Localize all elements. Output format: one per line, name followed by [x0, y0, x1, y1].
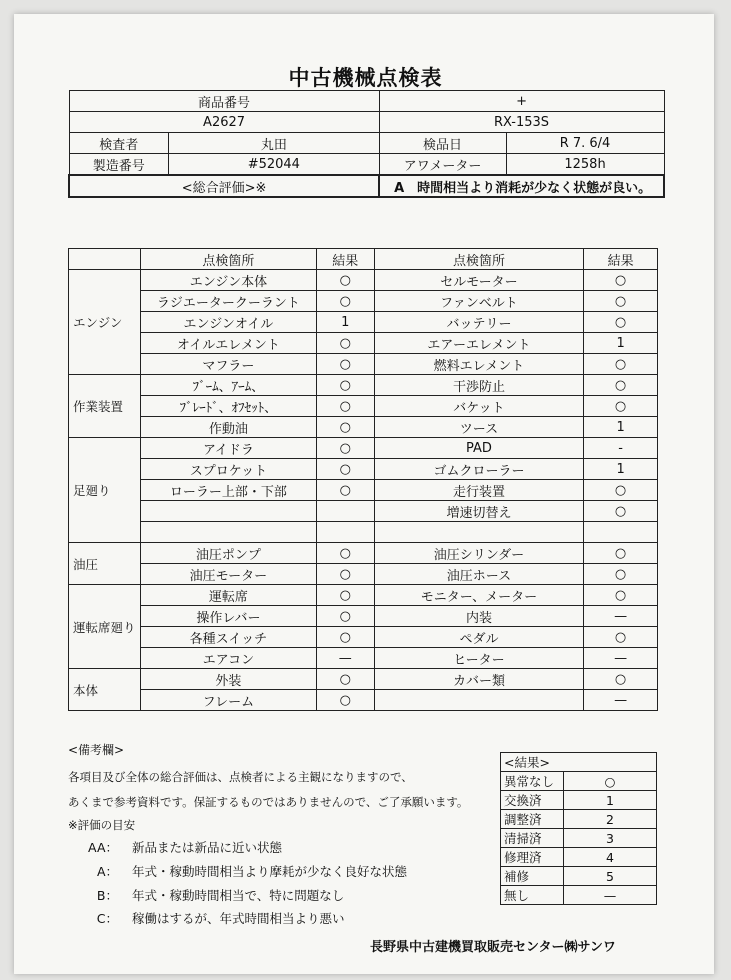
grade-desc: 年式・稼動時間相当より摩耗が少なく良好な状態: [132, 864, 408, 879]
inspector-value: 丸田: [169, 133, 379, 154]
inspection-date-label: 検品日: [379, 133, 506, 154]
result-left: ○: [316, 585, 374, 606]
legend-row: [501, 886, 657, 905]
result-left: ○: [316, 438, 374, 459]
item-left: [140, 522, 316, 543]
table-row: [69, 627, 658, 648]
item-right: ゴムクローラー: [374, 459, 584, 480]
table-row: [69, 648, 658, 669]
result-right: ○: [584, 480, 658, 501]
item-left: エンジンオイル: [140, 312, 316, 333]
result-right: ○: [584, 270, 658, 291]
col-result-left: 結果: [316, 249, 374, 270]
grade-desc: 稼働はするが、年式時間相当より悪い: [132, 911, 345, 926]
notes-line-2: あくまで参考資料です。保証するものではありませんので、ご了承願います。: [68, 795, 469, 809]
section-label: 油圧: [69, 543, 141, 585]
table-row: [69, 669, 658, 690]
item-right: [374, 690, 584, 711]
item-left: フレーム: [140, 690, 316, 711]
item-right: 油圧シリンダー: [374, 543, 584, 564]
item-left: スプロケット: [140, 459, 316, 480]
item-right: セルモーター: [374, 270, 584, 291]
serial-label: 製造番号: [69, 154, 169, 176]
item-right: 内装: [374, 606, 584, 627]
result-right: 1: [584, 459, 658, 480]
result-left: ○: [316, 354, 374, 375]
result-right: ○: [584, 669, 658, 690]
table-row: [69, 438, 658, 459]
table-header-row: [69, 249, 658, 270]
result-left: 1: [316, 312, 374, 333]
legend-row: [501, 810, 657, 829]
item-left: [140, 501, 316, 522]
result-right: ○: [584, 396, 658, 417]
notes-line-1: 各項目及び全体の総合評価は、点検者による主観になりますので、: [68, 770, 413, 784]
result-left: [316, 501, 374, 522]
result-left: ○: [316, 690, 374, 711]
item-right: 増速切替え: [374, 501, 584, 522]
item-right: [374, 522, 584, 543]
table-row: [69, 585, 658, 606]
page-title: 中古機械点検表: [288, 66, 443, 90]
table-row: [69, 459, 658, 480]
legend-value: 1: [564, 791, 657, 810]
item-right: 走行装置: [374, 480, 584, 501]
result-left: ○: [316, 606, 374, 627]
hour-meter-value: 1258h: [506, 154, 664, 176]
grade-key: A：: [96, 864, 118, 879]
item-right: バッテリー: [374, 312, 584, 333]
result-right: 1: [584, 333, 658, 354]
table-row: [69, 270, 658, 291]
item-left: オイルエレメント: [140, 333, 316, 354]
item-right: 油圧ホース: [374, 564, 584, 585]
legend-row: [501, 791, 657, 810]
item-right: モニター、メーター: [374, 585, 584, 606]
item-right: PAD: [374, 438, 584, 459]
section-label: エンジン: [69, 270, 141, 375]
item-right: ファンベルト: [374, 291, 584, 312]
result-left: ○: [316, 627, 374, 648]
item-right: カバー類: [374, 669, 584, 690]
item-left: マフラー: [140, 354, 316, 375]
result-right: —: [584, 606, 658, 627]
result-right: ○: [584, 375, 658, 396]
table-row: [69, 606, 658, 627]
overall-value: A 時間相当より消耗が少なく状態が良い。: [379, 175, 664, 197]
result-left: [316, 522, 374, 543]
result-right: 1: [584, 417, 658, 438]
table-row: [69, 501, 658, 522]
serial-value: #52044: [169, 154, 379, 176]
result-right: ○: [584, 354, 658, 375]
legend-value: 3: [564, 829, 657, 848]
inspection-date-value: R 7. 6/4: [506, 133, 664, 154]
result-left: ○: [316, 564, 374, 585]
result-right: ○: [584, 585, 658, 606]
legend-key: 修理済: [501, 848, 564, 867]
item-left: ﾌﾞｰﾑ、ｱｰﾑ、: [140, 375, 316, 396]
hour-meter-label: アワメーター: [379, 154, 506, 176]
col-item-right: 点検箇所: [374, 249, 584, 270]
item-left: ラジエータークーラント: [140, 291, 316, 312]
header-table: [68, 90, 665, 198]
result-right: —: [584, 648, 658, 669]
product-no-value: A2627: [69, 112, 379, 133]
item-left: 油圧モーター: [140, 564, 316, 585]
item-left: アイドラ: [140, 438, 316, 459]
item-right: ヒーター: [374, 648, 584, 669]
legend-value: 5: [564, 867, 657, 886]
table-row: [69, 333, 658, 354]
result-right: ○: [584, 564, 658, 585]
legend-value: —: [564, 886, 657, 905]
table-row: [69, 543, 658, 564]
grade-key: AA：: [88, 840, 118, 855]
grade-desc: 年式・稼動時間相当で、特に問題なし: [132, 888, 345, 903]
legend-key: 補修: [501, 867, 564, 886]
result-right: ○: [584, 543, 658, 564]
legend-row: [501, 772, 657, 791]
item-left: 油圧ポンプ: [140, 543, 316, 564]
result-left: ○: [316, 270, 374, 291]
result-left: ○: [316, 480, 374, 501]
result-right: ○: [584, 312, 658, 333]
legend-title: <結果>: [501, 753, 657, 772]
result-left: ○: [316, 669, 374, 690]
item-right: 燃料エレメント: [374, 354, 584, 375]
item-right: 干渉防止: [374, 375, 584, 396]
table-row: [69, 375, 658, 396]
right-top-cell: +: [379, 91, 664, 112]
section-label: 足廻り: [69, 438, 141, 543]
item-right: エアーエレメント: [374, 333, 584, 354]
table-row: [69, 417, 658, 438]
result-left: ○: [316, 375, 374, 396]
item-left: 外装: [140, 669, 316, 690]
legend-key: 交換済: [501, 791, 564, 810]
item-left: エアコン: [140, 648, 316, 669]
item-left: 各種スイッチ: [140, 627, 316, 648]
model-value: RX-153S: [379, 112, 664, 133]
legend-value: 4: [564, 848, 657, 867]
result-right: ○: [584, 291, 658, 312]
notes-title: <備考欄>: [68, 743, 125, 757]
table-row: [69, 354, 658, 375]
item-right: ツース: [374, 417, 584, 438]
legend-row: [501, 867, 657, 886]
item-left: 操作レバー: [140, 606, 316, 627]
result-right: ○: [584, 627, 658, 648]
section-label: 運転席廻り: [69, 585, 141, 669]
table-row: [69, 312, 658, 333]
grade-desc: 新品または新品に近い状態: [132, 840, 283, 855]
grade-key: B：: [96, 888, 118, 903]
footer-company: 長野県中古建機買取販売センター㈱サンワ: [370, 940, 616, 955]
header-blank: [69, 249, 141, 270]
inspection-table: [68, 248, 658, 711]
col-item-left: 点検箇所: [140, 249, 316, 270]
item-left: 作動油: [140, 417, 316, 438]
item-left: エンジン本体: [140, 270, 316, 291]
item-left: ローラー上部・下部: [140, 480, 316, 501]
result-left: ○: [316, 333, 374, 354]
result-right: ○: [584, 501, 658, 522]
result-left: ○: [316, 417, 374, 438]
table-row: [69, 396, 658, 417]
result-legend: [500, 752, 657, 905]
item-right: ペダル: [374, 627, 584, 648]
item-left: 運転席: [140, 585, 316, 606]
legend-key: 無し: [501, 886, 564, 905]
result-left: —: [316, 648, 374, 669]
table-row: [69, 690, 658, 711]
legend-key: 清掃済: [501, 829, 564, 848]
col-result-right: 結果: [584, 249, 658, 270]
section-label: 作業装置: [69, 375, 141, 438]
table-row: [69, 564, 658, 585]
legend-row: [501, 829, 657, 848]
grade-key: C：: [96, 911, 118, 926]
legend-value: ○: [564, 772, 657, 791]
result-right: -: [584, 438, 658, 459]
inspector-label: 検査者: [69, 133, 169, 154]
table-row: [69, 291, 658, 312]
result-left: ○: [316, 291, 374, 312]
legend-key: 調整済: [501, 810, 564, 829]
legend-key: 異常なし: [501, 772, 564, 791]
result-left: ○: [316, 459, 374, 480]
result-left: ○: [316, 396, 374, 417]
product-no-label: 商品番号: [69, 91, 379, 112]
table-row: [69, 480, 658, 501]
result-right: [584, 522, 658, 543]
item-right: バケット: [374, 396, 584, 417]
legend-row: [501, 848, 657, 867]
result-left: ○: [316, 543, 374, 564]
table-row: [69, 522, 658, 543]
notes-line-3: ※評価の目安: [68, 818, 136, 832]
overall-label: <総合評価>※: [69, 175, 379, 197]
item-left: ﾌﾞﾚｰﾄﾞ、ｵﾌｾｯﾄ、: [140, 396, 316, 417]
result-right: —: [584, 690, 658, 711]
section-label: 本体: [69, 669, 141, 711]
legend-value: 2: [564, 810, 657, 829]
